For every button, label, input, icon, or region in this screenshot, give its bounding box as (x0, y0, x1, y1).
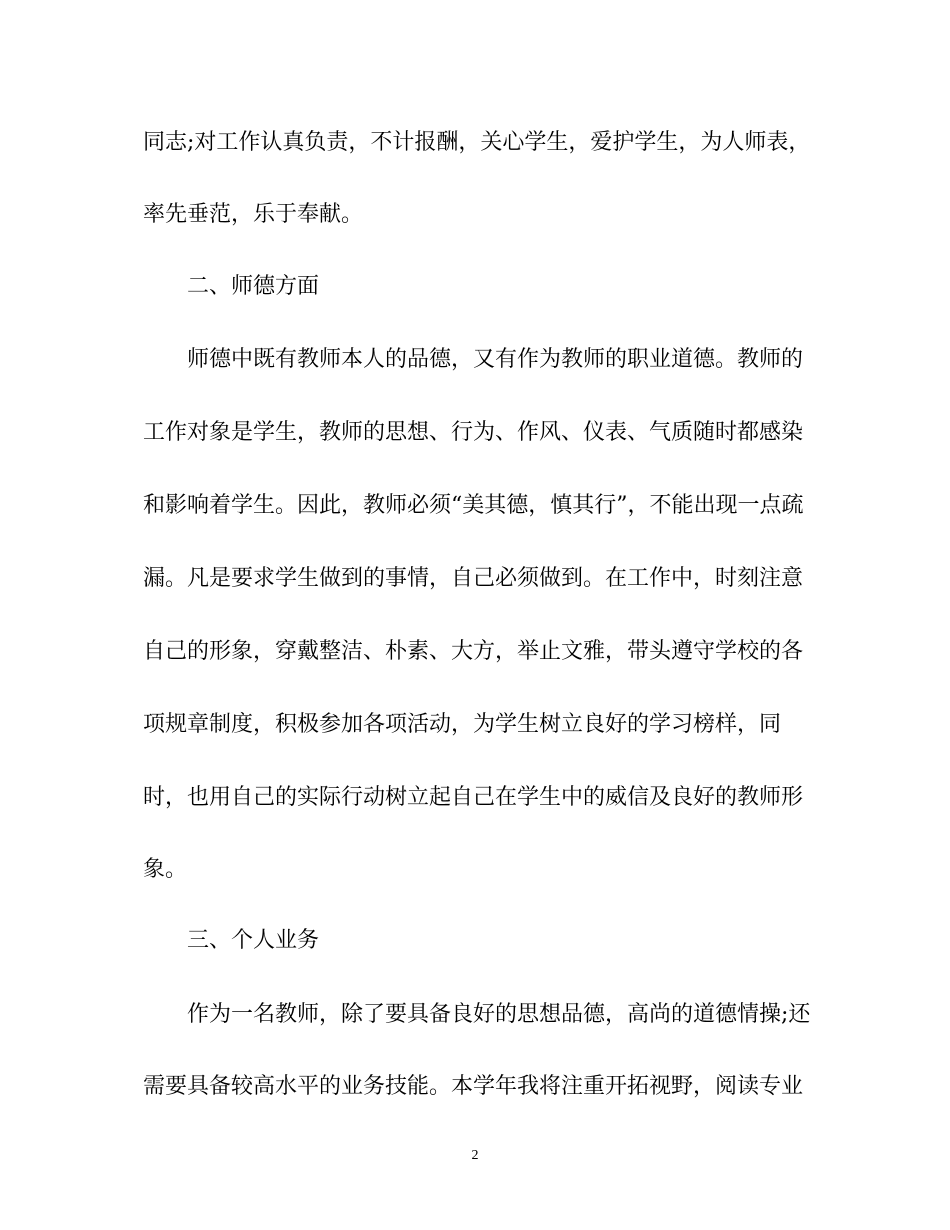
body-text-line: 和影响着学生。因此，教师必须“美其德，慎其行”，不能出现一点疏 (143, 493, 804, 518)
body-text-line: 项规章制度，积极参加各项活动，为学生树立良好的学习榜样，同 (143, 712, 782, 737)
body-text-line: 需要具备较高水平的业务技能。本学年我将注重开拓视野，阅读专业 (143, 1074, 804, 1099)
section-heading: 二、师德方面 (187, 274, 320, 299)
body-text-line: 象。 (143, 857, 188, 882)
body-text-line: 率先垂范，乐于奉献。 (143, 202, 364, 227)
body-text-line: 漏。凡是要求学生做到的事情，自己必须做到。在工作中，时刻注意 (143, 566, 804, 591)
body-text-line: 师德中既有教师本人的品德，又有作为教师的职业道德。教师的 (187, 347, 804, 372)
body-text-line: 同志;对工作认真负责，不计报酬，关心学生，爱护学生，为人师表， (143, 130, 811, 155)
page-number: 2 (471, 1148, 479, 1163)
body-text-line: 工作对象是学生，教师的思想、行为、作风、仪表、气质随时都感染 (143, 420, 804, 445)
body-text-line: 时，也用自己的实际行动树立起自己在学生中的威信及良好的教师形 (143, 785, 804, 810)
section-heading: 三、个人业务 (187, 928, 320, 953)
body-text-line: 作为一名教师，除了要具备良好的思想品德，高尚的道德情操;还 (187, 1002, 811, 1027)
body-text-line: 自己的形象，穿戴整洁、朴素、大方，举止文雅，带头遵守学校的各 (143, 639, 804, 664)
